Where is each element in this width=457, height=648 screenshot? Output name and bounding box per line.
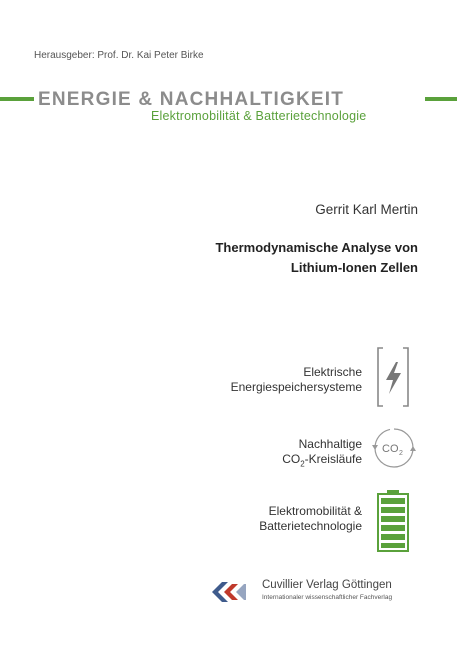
- topic-energy-storage: [231, 365, 362, 395]
- co2-icon-sub: 2: [399, 450, 403, 457]
- topic-emobility: [259, 504, 362, 534]
- publisher-name: Cuvillier Verlag Göttingen: [262, 579, 392, 591]
- topic-line-2: Energiespeichersysteme: [230, 380, 362, 394]
- series-subtitle: Elektromobilität & Batterietechnologie: [151, 109, 367, 123]
- topic-line-1: Elektromobilität &: [268, 504, 362, 518]
- series-bar-left: [0, 97, 34, 101]
- publisher-logo-icon: [210, 580, 246, 604]
- publisher-tagline: Internationaler wissenschaftlicher Fachverlag: [262, 594, 393, 601]
- series-bar-right: [425, 97, 457, 101]
- topic-line-2: Batterietechnologie: [259, 519, 362, 533]
- topic-line-1: Elektrische: [303, 365, 362, 379]
- battery-bolt-icon: [376, 346, 410, 408]
- editor-line: Herausgeber: Prof. Dr. Kai Peter Birke: [34, 50, 204, 61]
- topic-line-1: Nachhaltige: [298, 437, 362, 451]
- book-title-line-1: Thermodynamische Analyse von: [215, 240, 418, 255]
- co2-icon-text: CO: [382, 443, 399, 455]
- series-title: ENERGIE & NACHHALTIGKEIT: [38, 89, 345, 110]
- book-title-line-2: Lithium-Ionen Zellen: [290, 260, 418, 275]
- book-title: [88, 238, 418, 278]
- topic-line-2: $CO_2$-Kreisläufe: [282, 452, 362, 469]
- topic-co2-cycles: [282, 437, 362, 471]
- co2-cycle-icon: [372, 426, 416, 470]
- green-battery-icon: [376, 489, 410, 553]
- author-name: Gerrit Karl Mertin: [315, 202, 418, 217]
